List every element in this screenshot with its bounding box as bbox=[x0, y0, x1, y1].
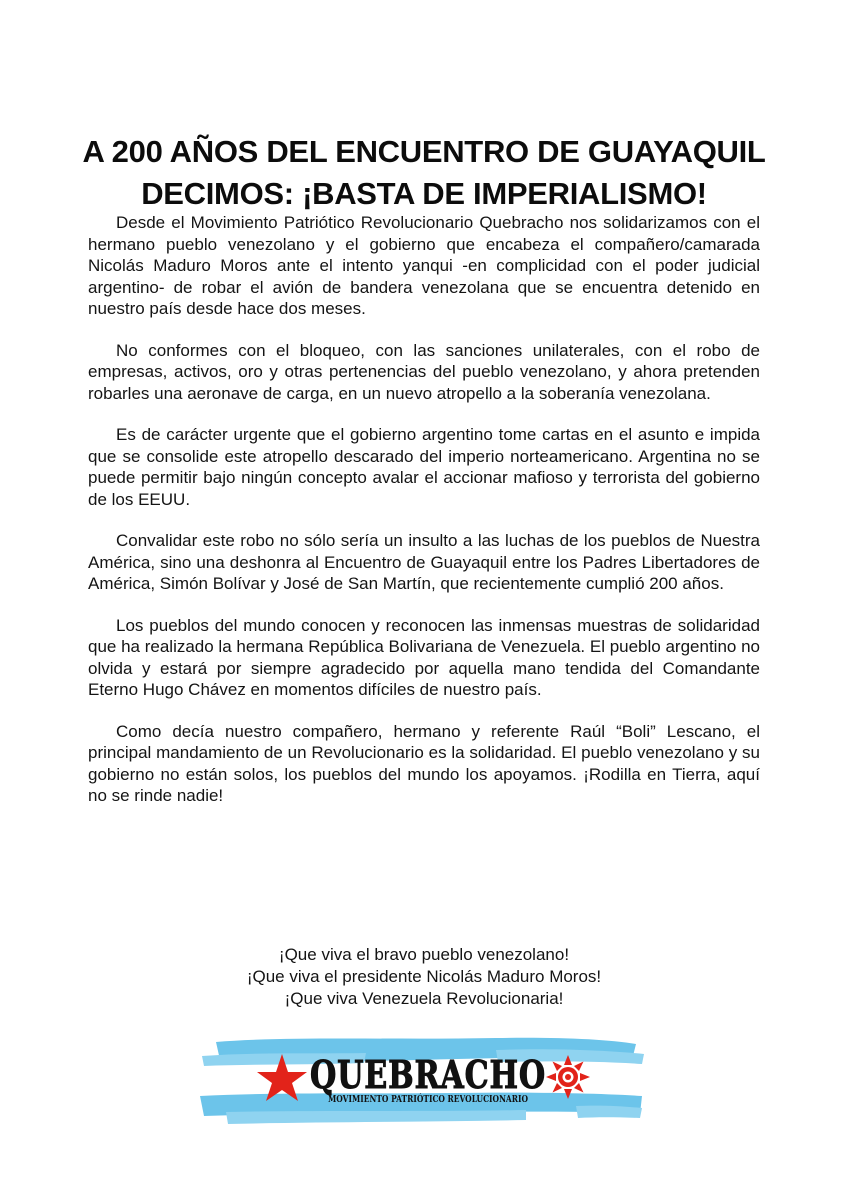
closing-slogans bbox=[88, 944, 760, 1010]
sun-emblem-icon bbox=[546, 1055, 590, 1099]
paragraph: Es de carácter urgente que el gobierno argentino tome cartas en el asunto e impida que se consolide este atropello descarado del imperio norteamericano. Argentina no se puede permitir bajo ningún concepto avalar el accionar mafioso y terrorista del gobierno de los EEUU. bbox=[88, 425, 760, 509]
paragraph: Los pueblos del mundo conocen y reconocen las inmensas muestras de solidaridad que ha realizado la hermana República Bolivariana de Venezuela. El pueblo argentino no olvida y estará por siempre agradecido por aquella mano tendida del Comandante Eterno Hugo Chávez en momentos difíciles de nuestro país. bbox=[88, 615, 760, 699]
slogan-line: ¡Que viva Venezuela Revolucionaria! bbox=[284, 989, 564, 1008]
paragraph: Como decía nuestro compañero, hermano y referente Raúl “Boli” Lescano, el principal mandamiento de un Revolucionario es la solidaridad. El pueblo venezolano y su gobierno no están solos, los pueblos del mundo los apoyamos. ¡Rodilla en Tierra, aquí no se rinde nadie! bbox=[88, 721, 760, 805]
document-title bbox=[60, 131, 788, 215]
title-line-2: DECIMOS: ¡BASTA DE IMPERIALISMO! bbox=[141, 175, 707, 211]
logo-tagline: MOVIMIENTO PATRIÓTICO REVOLUCIONARIO bbox=[328, 1095, 569, 1105]
paragraph: Desde el Movimiento Patriótico Revolucionario Quebracho nos solidarizamos con el hermano pueblo venezolano y el gobierno que encabeza el compañero/camarada Nicolás Maduro Moros ante el intento yanqui -en complicidad con el poder judicial argentino- de robar el avión de bandera venezolana que se encuentra detenido en nuestro país desde hace dos meses. bbox=[88, 213, 760, 318]
paragraph: Convalidar este robo no sólo sería un insulto a las luchas de los pueblos de Nuestra América, sino una deshonra al Encuentro de Guayaquil entre los Padres Libertadores de América, Simón Bolívar y José de San Martín, que recientemente cumplió 200 años. bbox=[88, 531, 760, 593]
paragraph: No conformes con el bloqueo, con las sanciones unilaterales, con el robo de empresas, activos, oro y otras pertenencias del pueblo venezolano, y ahora pretenden robarles una aeronave de carga, en un nuevo atropello a la soberanía venezolana. bbox=[88, 340, 760, 403]
slogan-line: ¡Que viva el bravo pueblo venezolano! bbox=[278, 945, 570, 964]
title-line-1: A 200 AÑOS DEL ENCUENTRO DE GUAYAQUIL bbox=[82, 133, 766, 169]
slogan-line: ¡Que viva el presidente Nicolás Maduro Moros! bbox=[246, 967, 602, 986]
quebracho-logo bbox=[196, 1030, 648, 1130]
logo-wordmark: QUEBRACHO bbox=[310, 1052, 546, 1097]
document-body bbox=[88, 212, 760, 827]
